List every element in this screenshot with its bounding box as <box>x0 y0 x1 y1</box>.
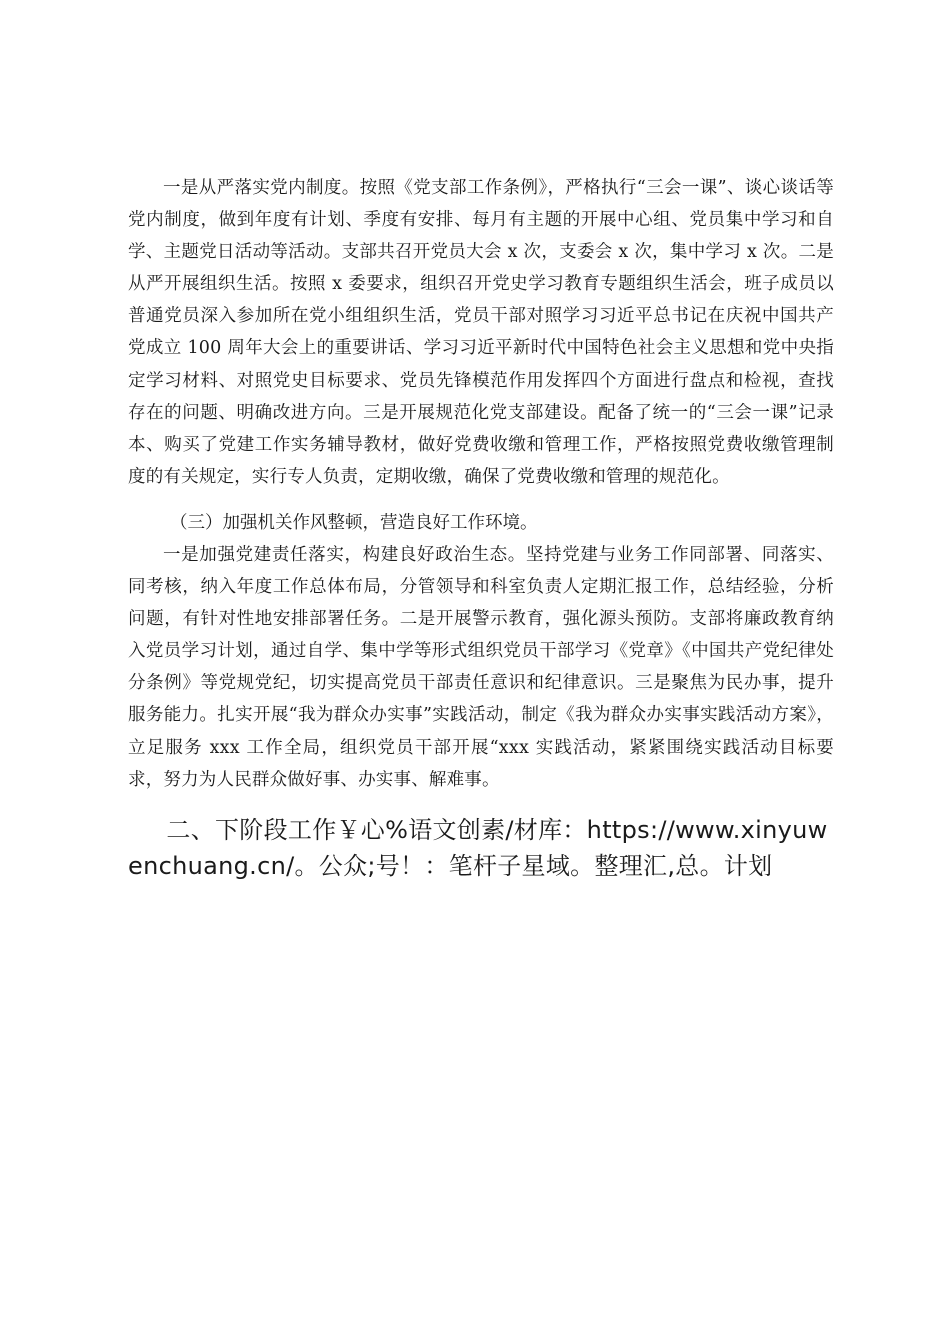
section-heading-next-stage: 二、下阶段工作￥心%语文创素/材库：https://www.xinyuwenchuang.cn/。公众;号！：笔杆子星域。整理汇,总。计划 <box>128 815 828 880</box>
document-body <box>128 172 834 884</box>
paragraph-responsibility: 一是加强党建责任落实，构建良好政治生态。坚持党建与业务工作同部署、同落实、同考核，纳入年度工作总体布局，分管领导和科室负责人定期汇报工作，总结经验，分析问题，有针对性地安排部署任务。二是开展警示教育，强化源头预防。支部将廉政教育纳入党员学习计划，通过自学、集中学等形式组织党员干部学习《党章》《中国共产党纪律处分条例》等党规党纪，切实提高党员干部责任意识和纪律意识。三是聚焦为民办事，提升服务能力。扎实开展“我为群众办实事”实践活动，制定《我为群众办实事实践活动方案》，立足服务 xxx 工作全局，组织党员干部开展“xxx 实践活动，紧紧围绕实践活动目标要求，努力为人民群众做好事、办实事、解难事。 <box>128 544 834 790</box>
subheading-work-style: （三）加强机关作风整顿，营造良好工作环境。 <box>170 512 538 533</box>
paragraph-party-system: 一是从严落实党内制度。按照《党支部工作条例》，严格执行“三会一课”、谈心谈话等党内制度，做到年度有计划、季度有安排、每月有主题的开展中心组、党员集中学习和自学、主题党日活动等活动。支部共召开党员大会 x 次，支委会 x 次，集中学习 x 次。二是从严开展组织生活。按照 x 委要求，组织召开党史学习教育专题组织生活会，班子成员以普通党员深入参加所在党小组组织生活，党员干部对照学习习近平总书记在庆祝中国共产党成立 100 周年大会上的重要讲话、学习习近平新时代中国特色社会主义思想和党中央指定学习材料、对照党史目标要求、党员先锋模范作用发挥四个方面进行盘点和检视，查找存在的问题、明确改进方向。三是开展规范化党支部建设。配备了统一的“三会一课”记录本、购买了党建工作实务辅导教材，做好党费收缴和管理工作，严格按照党费收缴管理制度的有关规定，实行专人负责，定期收缴，确保了党费收缴和管理的规范化。 <box>128 178 834 487</box>
